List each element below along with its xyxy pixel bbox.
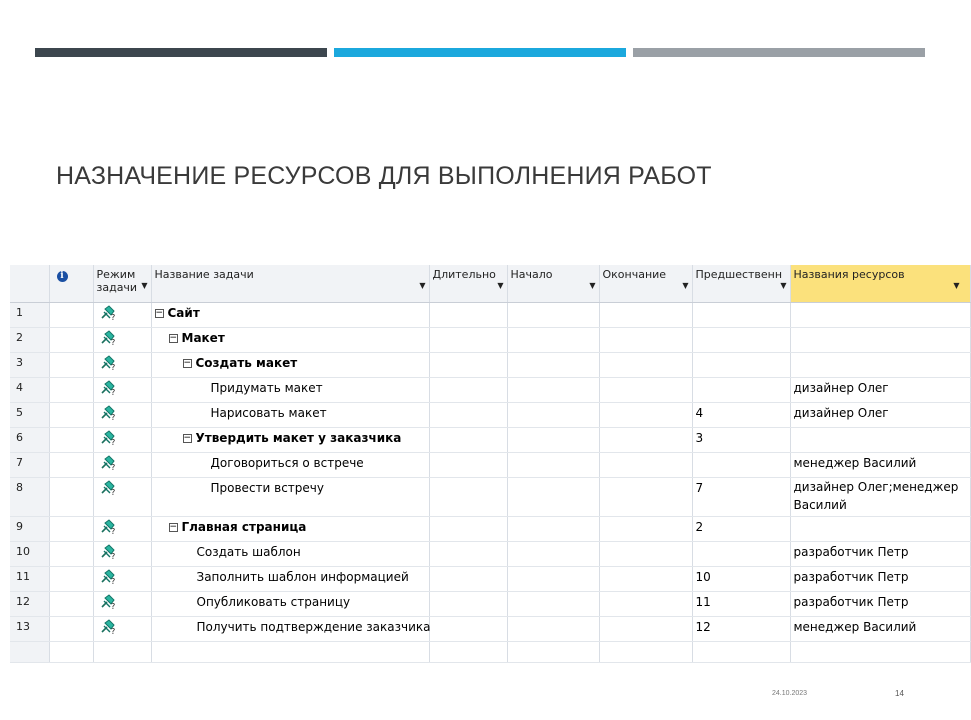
predecessors-cell[interactable] [692, 353, 790, 378]
indicator-cell[interactable] [49, 517, 93, 542]
task-name-cell[interactable] [151, 378, 429, 403]
task-name-cell[interactable] [151, 517, 429, 542]
grid-body [10, 303, 970, 663]
svg-text:?: ? [110, 363, 115, 372]
predecessors-cell[interactable]: 2 [692, 517, 790, 542]
empty-cell[interactable] [790, 642, 970, 663]
duration-cell[interactable] [429, 428, 507, 453]
resource-names-cell[interactable] [790, 517, 970, 542]
task-name-cell[interactable] [151, 567, 429, 592]
indicator-cell[interactable] [49, 453, 93, 478]
empty-cell[interactable] [49, 642, 93, 663]
duration-cell[interactable] [429, 403, 507, 428]
finish-cell[interactable] [599, 617, 692, 642]
finish-cell[interactable] [599, 303, 692, 328]
row-number[interactable]: 3 [10, 353, 49, 378]
row-number[interactable]: 6 [10, 428, 49, 453]
manual-schedule-pin-icon [99, 355, 117, 377]
predecessors-cell[interactable]: 12 [692, 617, 790, 642]
dropdown-arrow-icon[interactable]: ▼ [682, 281, 689, 290]
start-cell[interactable] [507, 303, 599, 328]
row-number[interactable]: 8 [10, 478, 49, 517]
row-number[interactable]: 4 [10, 378, 49, 403]
start-cell[interactable] [507, 453, 599, 478]
indicator-cell[interactable] [49, 617, 93, 642]
task-name-cell[interactable] [151, 428, 429, 453]
indicator-cell[interactable] [49, 403, 93, 428]
row-number[interactable]: 11 [10, 567, 49, 592]
header-task-name[interactable] [151, 265, 429, 303]
predecessors-cell[interactable] [692, 328, 790, 353]
task-name-label: Создать шаблон [196, 545, 301, 559]
task-name-label: Получить подтверждение заказчика [196, 620, 431, 634]
table-row[interactable] [10, 428, 970, 453]
empty-row[interactable] [10, 642, 970, 663]
grid-header-row [10, 265, 970, 303]
duration-cell[interactable] [429, 478, 507, 517]
manual-schedule-pin-icon [99, 455, 117, 477]
predecessors-cell[interactable] [692, 453, 790, 478]
finish-cell[interactable] [599, 328, 692, 353]
accent-bar-dark [35, 48, 327, 57]
task-grid [10, 265, 960, 636]
resource-names-cell[interactable] [790, 353, 970, 378]
collapse-toggle-icon[interactable]: − [169, 333, 178, 343]
resource-names-cell[interactable] [790, 328, 970, 353]
dropdown-arrow-icon[interactable]: ▼ [419, 281, 426, 290]
predecessors-cell[interactable]: 4 [692, 403, 790, 428]
row-number[interactable]: 10 [10, 542, 49, 567]
resource-names-cell[interactable] [790, 428, 970, 453]
manual-schedule-pin-icon [99, 330, 117, 352]
resource-names-cell[interactable]: разработчик Петр [790, 542, 970, 567]
header-task-mode[interactable] [93, 265, 151, 303]
resource-names-cell[interactable]: менеджер Василий [790, 453, 970, 478]
manual-schedule-pin-icon [99, 480, 117, 502]
empty-cell[interactable] [692, 642, 790, 663]
header-duration[interactable] [429, 265, 507, 303]
header-predecessors[interactable] [692, 265, 790, 303]
header-row-number[interactable] [10, 265, 49, 303]
task-name-label: Придумать макет [210, 381, 323, 395]
task-name-cell[interactable] [151, 353, 429, 378]
svg-text:?: ? [110, 552, 115, 561]
indicator-cell[interactable] [49, 378, 93, 403]
task-mode-cell[interactable] [93, 478, 151, 517]
svg-text:?: ? [110, 527, 115, 536]
manual-schedule-pin-icon [99, 430, 117, 452]
svg-text:?: ? [110, 438, 115, 447]
finish-cell[interactable] [599, 353, 692, 378]
row-number[interactable]: 9 [10, 517, 49, 542]
start-cell[interactable] [507, 592, 599, 617]
finish-cell[interactable] [599, 378, 692, 403]
manual-schedule-pin-icon [99, 594, 117, 616]
manual-schedule-pin-icon [99, 544, 117, 566]
finish-cell[interactable] [599, 592, 692, 617]
duration-cell[interactable] [429, 303, 507, 328]
row-number[interactable]: 1 [10, 303, 49, 328]
header-task-name-label: Название задачи [154, 268, 254, 281]
table-row[interactable] [10, 353, 970, 378]
predecessors-cell[interactable]: 3 [692, 428, 790, 453]
start-cell[interactable] [507, 542, 599, 567]
table-row[interactable] [10, 378, 970, 403]
indicator-cell[interactable] [49, 328, 93, 353]
task-name-cell[interactable] [151, 617, 429, 642]
task-name-label: Провести встречу [210, 481, 324, 495]
finish-cell[interactable] [599, 403, 692, 428]
resource-names-cell[interactable]: разработчик Петр [790, 592, 970, 617]
svg-text:?: ? [110, 577, 115, 586]
manual-schedule-pin-icon [99, 380, 117, 402]
dropdown-arrow-icon[interactable]: ▼ [953, 281, 960, 290]
start-cell[interactable] [507, 328, 599, 353]
task-mode-cell[interactable] [93, 517, 151, 542]
task-mode-cell[interactable] [93, 592, 151, 617]
task-mode-cell[interactable] [93, 617, 151, 642]
finish-cell[interactable] [599, 542, 692, 567]
svg-text:?: ? [110, 463, 115, 472]
predecessors-cell[interactable]: 11 [692, 592, 790, 617]
header-finish-label: Окончание [602, 268, 667, 281]
task-mode-cell[interactable] [93, 428, 151, 453]
task-name-cell[interactable] [151, 403, 429, 428]
task-name-label: Создать макет [195, 356, 298, 370]
finish-cell[interactable] [599, 453, 692, 478]
task-mode-cell[interactable] [93, 353, 151, 378]
row-number[interactable]: 13 [10, 617, 49, 642]
resource-names-cell[interactable] [790, 303, 970, 328]
task-name-label: Главная страница [181, 520, 307, 534]
empty-cell[interactable] [151, 642, 429, 663]
header-resource-names-label: Названия ресурсов [793, 268, 905, 281]
task-mode-cell[interactable] [93, 453, 151, 478]
svg-text:?: ? [110, 627, 115, 636]
duration-cell[interactable] [429, 567, 507, 592]
svg-text:?: ? [110, 388, 115, 397]
footer-date: 24.10.2023 [772, 690, 808, 697]
table-row[interactable] [10, 403, 970, 428]
collapse-toggle-icon[interactable]: − [169, 522, 178, 532]
task-mode-cell[interactable] [93, 328, 151, 353]
task-mode-cell[interactable] [93, 303, 151, 328]
duration-cell[interactable] [429, 328, 507, 353]
svg-text:?: ? [110, 488, 115, 497]
indicator-cell[interactable] [49, 303, 93, 328]
collapse-toggle-icon[interactable]: − [155, 308, 164, 318]
slide-title: НАЗНАЧЕНИЕ РЕСУРСОВ ДЛЯ ВЫПОЛНЕНИЯ РАБОТ [56, 162, 712, 190]
predecessors-cell[interactable]: 7 [692, 478, 790, 517]
task-name-cell[interactable] [151, 328, 429, 353]
table-row[interactable] [10, 517, 970, 542]
page-number: 14 [895, 689, 904, 698]
empty-cell[interactable] [93, 642, 151, 663]
dropdown-arrow-icon[interactable]: ▼ [141, 281, 148, 290]
predecessors-cell[interactable] [692, 542, 790, 567]
info-icon: i [57, 271, 68, 282]
finish-cell[interactable] [599, 517, 692, 542]
manual-schedule-pin-icon [99, 405, 117, 427]
header-resource-names[interactable] [790, 265, 970, 303]
svg-text:?: ? [110, 313, 115, 322]
start-cell[interactable] [507, 428, 599, 453]
duration-cell[interactable] [429, 542, 507, 567]
manual-schedule-pin-icon [99, 569, 117, 591]
indicator-cell[interactable] [49, 353, 93, 378]
header-duration-label: Длительно [432, 268, 496, 281]
dropdown-arrow-icon[interactable]: ▼ [780, 281, 787, 290]
task-name-cell[interactable] [151, 542, 429, 567]
task-name-cell[interactable] [151, 592, 429, 617]
table-row[interactable] [10, 617, 970, 642]
header-predecessors-label: Предшественн [695, 268, 783, 281]
start-cell[interactable] [507, 378, 599, 403]
finish-cell[interactable] [599, 567, 692, 592]
empty-cell[interactable] [507, 642, 599, 663]
start-cell[interactable] [507, 353, 599, 378]
manual-schedule-pin-icon [99, 619, 117, 641]
indicator-cell[interactable] [49, 567, 93, 592]
header-finish[interactable] [599, 265, 692, 303]
predecessors-cell[interactable]: 10 [692, 567, 790, 592]
empty-cell[interactable] [429, 642, 507, 663]
start-cell[interactable] [507, 478, 599, 517]
task-name-label: Сайт [167, 306, 200, 320]
task-name-label: Договориться о встрече [210, 456, 364, 470]
svg-text:?: ? [110, 413, 115, 422]
task-name-cell[interactable] [151, 478, 429, 517]
table-row[interactable] [10, 328, 970, 353]
accent-bar-blue [334, 48, 626, 57]
task-name-label: Утвердить макет у заказчика [195, 431, 402, 445]
dropdown-arrow-icon[interactable]: ▼ [497, 281, 504, 290]
resource-names-cell[interactable]: дизайнер Олег;менеджер Василий [790, 478, 970, 517]
row-number[interactable]: 5 [10, 403, 49, 428]
task-mode-cell[interactable] [93, 542, 151, 567]
table-row[interactable] [10, 303, 970, 328]
collapse-toggle-icon[interactable]: − [183, 358, 192, 368]
accent-bar-gray [633, 48, 925, 57]
duration-cell[interactable] [429, 453, 507, 478]
resource-names-cell[interactable]: разработчик Петр [790, 567, 970, 592]
manual-schedule-pin-icon [99, 305, 117, 327]
start-cell[interactable] [507, 567, 599, 592]
indicator-cell[interactable] [49, 478, 93, 517]
table-row[interactable] [10, 453, 970, 478]
svg-text:?: ? [110, 602, 115, 611]
task-mode-cell[interactable] [93, 403, 151, 428]
duration-cell[interactable] [429, 353, 507, 378]
start-cell[interactable] [507, 403, 599, 428]
header-task-mode-label: Режим задачи [96, 268, 138, 294]
indicator-cell[interactable] [49, 592, 93, 617]
task-name-label: Заполнить шаблон информацией [196, 570, 409, 584]
predecessors-cell[interactable] [692, 303, 790, 328]
header-start-label: Начало [510, 268, 553, 281]
task-name-cell[interactable] [151, 303, 429, 328]
collapse-toggle-icon[interactable]: − [183, 433, 192, 443]
row-number[interactable]: 2 [10, 328, 49, 353]
duration-cell[interactable] [429, 592, 507, 617]
predecessors-cell[interactable] [692, 378, 790, 403]
table-row[interactable] [10, 478, 970, 517]
task-mode-cell[interactable] [93, 567, 151, 592]
indicator-cell[interactable] [49, 428, 93, 453]
task-name-label: Нарисовать макет [210, 406, 327, 420]
svg-text:?: ? [110, 338, 115, 347]
resource-names-cell[interactable]: менеджер Василий [790, 617, 970, 642]
duration-cell[interactable] [429, 617, 507, 642]
empty-cell[interactable] [10, 642, 49, 663]
finish-cell[interactable] [599, 428, 692, 453]
header-indicators[interactable] [49, 265, 93, 303]
indicator-cell[interactable] [49, 542, 93, 567]
start-cell[interactable] [507, 517, 599, 542]
finish-cell[interactable] [599, 478, 692, 517]
dropdown-arrow-icon[interactable]: ▼ [589, 281, 596, 290]
table-row[interactable] [10, 592, 970, 617]
task-mode-cell[interactable] [93, 378, 151, 403]
task-name-label: Макет [181, 331, 225, 345]
table-row[interactable] [10, 542, 970, 567]
task-name-label: Опубликовать страницу [196, 595, 351, 609]
manual-schedule-pin-icon [99, 519, 117, 541]
task-name-cell[interactable] [151, 453, 429, 478]
empty-cell[interactable] [599, 642, 692, 663]
row-number[interactable]: 12 [10, 592, 49, 617]
row-number[interactable]: 7 [10, 453, 49, 478]
resource-names-cell[interactable]: дизайнер Олег [790, 403, 970, 428]
table-row[interactable] [10, 567, 970, 592]
duration-cell[interactable] [429, 378, 507, 403]
header-start[interactable] [507, 265, 599, 303]
resource-names-cell[interactable]: дизайнер Олег [790, 378, 970, 403]
start-cell[interactable] [507, 617, 599, 642]
duration-cell[interactable] [429, 517, 507, 542]
